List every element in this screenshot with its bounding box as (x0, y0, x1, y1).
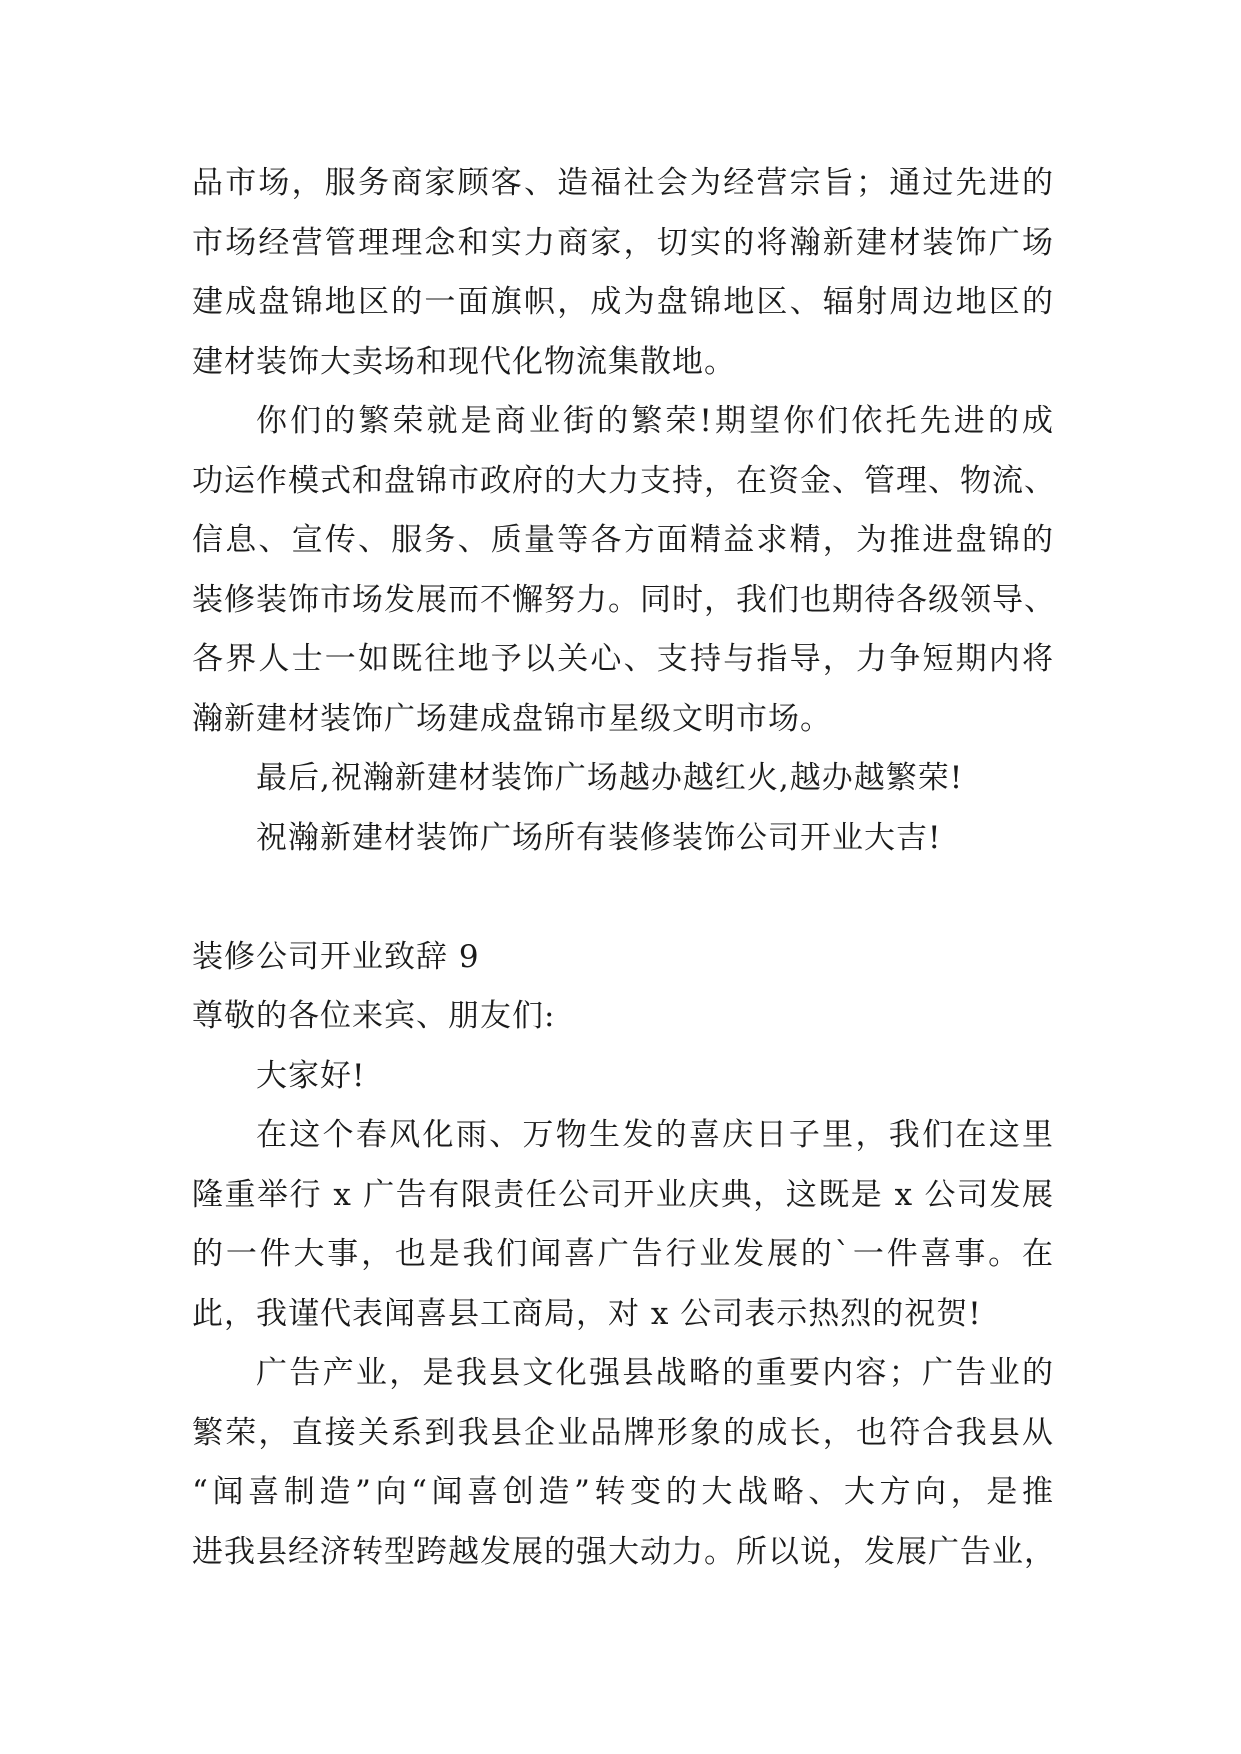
section-spacer (192, 868, 1054, 928)
salutation: 尊敬的各位来宾、朋友们: (192, 998, 556, 1034)
text-line: 建成盘锦地区的一面旗帜，成为盘锦地区、辐射周边地区的 (192, 284, 1054, 320)
text-line: 在这个春风化雨、万物生发的喜庆日子里，我们在这里 (256, 1117, 1054, 1153)
greeting: 大家好! (256, 1057, 366, 1094)
text-line: “闻喜制造”向“闻喜创造”转变的大战略、大方向，是推 (192, 1474, 1054, 1510)
text-line: 你们的繁荣就是商业街的繁荣!期望你们依托先进的成 (256, 403, 1054, 439)
section-title: 装修公司开业致辞 9 (192, 938, 480, 975)
document-body (192, 154, 1054, 1582)
text-line: 信息、宣传、服务、质量等各方面精益求精，为推进盘锦的 (192, 522, 1054, 558)
text-line: 繁荣，直接关系到我县企业品牌形象的成长，也符合我县从 (192, 1414, 1054, 1451)
paragraph-advertising-industry (192, 1344, 1054, 1582)
text-line: 的一件大事，也是我们闻喜广告行业发展的`一件喜事。在 (192, 1236, 1054, 1272)
paragraph-celebration (192, 1106, 1054, 1344)
text-line: 装修装饰市场发展而不懈努力。同时，我们也期待各级领导、 (192, 581, 1056, 618)
text-line: 品市场，服务商家顾客、造福社会为经营宗旨；通过先进的 (192, 165, 1054, 201)
text-line: 建材装饰大卖场和现代化物流集散地。 (192, 343, 736, 380)
text-line: 广告产业，是我县文化强县战略的重要内容；广告业的 (256, 1355, 1054, 1391)
text-line: 此，我谨代表闻喜县工商局，对 x 公司表示热烈的祝贺! (192, 1295, 982, 1332)
closing-wish: 最后,祝瀚新建材装饰广场越办越红火,越办越繁荣! (256, 760, 964, 796)
text-line: 隆重举行 x 广告有限责任公司开业庆典，这既是 x 公司发展 (192, 1176, 1054, 1213)
paragraph-prosperity (192, 392, 1054, 749)
paragraph-market-goal (192, 154, 1054, 392)
text-line: 市场经营管理理念和实力商家，切实的将瀚新建材装饰广场 (192, 224, 1054, 261)
text-line: 各界人士一如既往地予以关心、支持与指导，力争短期内将 (192, 641, 1054, 677)
text-line: 进我县经济转型跨越发展的强大动力。所以说，发展广告业， (192, 1533, 1056, 1570)
closing-wish: 祝瀚新建材装饰广场所有装修装饰公司开业大吉! (256, 819, 942, 856)
text-line: 瀚新建材装饰广场建成盘锦市星级文明市场。 (192, 700, 832, 737)
text-line: 功运作模式和盘锦市政府的大力支持，在资金、管理、物流、 (192, 462, 1056, 499)
